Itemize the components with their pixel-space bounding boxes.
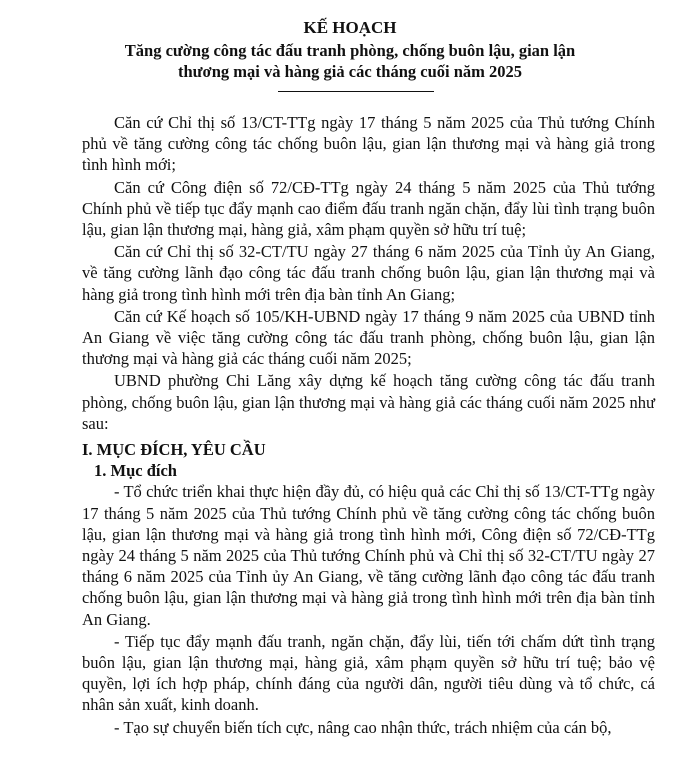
- document-subtitle: [40, 40, 660, 82]
- document-body: [82, 112, 655, 738]
- preamble-paragraph: Căn cứ Chỉ thị số 32-CT/TU ngày 27 tháng 6 năm 2025 của Tỉnh ủy An Giang, về tăng cường lãnh đạo công tác đấu tranh chống buôn lậu, gian lận thương mại và hàng giả trong tình hình mới trên địa bàn tỉnh An Giang;: [82, 242, 655, 304]
- preamble-paragraph: Căn cứ Kế hoạch số 105/KH-UBND ngày 17 tháng 9 năm 2025 của UBND tỉnh An Giang về việc tăng cường công tác đấu tranh phòng, chống buôn lậu, gian lận thương mại và hàng giả các tháng cuối năm 2025;: [82, 306, 655, 369]
- document-title: KẾ HOẠCH: [303, 18, 397, 37]
- subsection-heading: 1. Mục đích: [94, 461, 177, 481]
- title-divider: [278, 91, 434, 92]
- bullet-paragraph: - Tạo sự chuyển biến tích cực, nâng cao nhận thức, trách nhiệm của cán bộ,: [114, 717, 612, 737]
- subtitle-line-1: Tăng cường công tác đấu tranh phòng, chống buôn lậu, gian lận: [124, 41, 576, 60]
- preamble-paragraph: Căn cứ Chỉ thị số 13/CT-TTg ngày 17 tháng 5 năm 2025 của Thủ tướng Chính phủ về tăng cường công tác chống buôn lậu, gian lận thương mại và hàng giả trong tình hình mới;: [82, 113, 655, 175]
- bullet-paragraph: - Tổ chức triển khai thực hiện đầy đủ, có hiệu quả các Chỉ thị số 13/CT-TTg ngày 17 tháng 5 năm 2025 của Thủ tướng Chính phủ về tăng cường công tác chống buôn lậu, gian lận thương mại và hàng giả trong tình hình mới, Công điện số 72/CĐ-TTg ngày 24 tháng 5 năm 2025 của Thủ tướng Chính phủ và Chỉ thị số 32-CT/TU ngày 27 tháng 6 năm 2025 của Tỉnh ủy An Giang, về tăng cường lãnh đạo công tác đấu tranh chống buôn lậu, gian lận thương mại và hàng giả trong tình hình mới trên địa bàn tỉnh An Giang.: [82, 482, 655, 629]
- section-heading: I. MỤC ĐÍCH, YÊU CẦU: [82, 440, 266, 460]
- subtitle-line-2: thương mại và hàng giả các tháng cuối năm 2025: [177, 62, 523, 81]
- preamble-paragraph: UBND phường Chi Lăng xây dựng kế hoạch tăng cường công tác đấu tranh phòng, chống buôn lậu, gian lận thương mại và hàng giả các tháng cuối năm 2025 như sau:: [82, 371, 655, 433]
- bullet-paragraph: - Tiếp tục đẩy mạnh đấu tranh, ngăn chặn, đẩy lùi, tiến tới chấm dứt tình trạng buôn lậu, gian lận thương mại, hàng giả, xâm phạm quyền sở hữu trí tuệ; bảo vệ quyền, lợi ích hợp pháp, chính đáng của người dân, người tiêu dùng và tổ chức, cá nhân sản xuất, kinh doanh.: [82, 631, 655, 715]
- preamble-paragraph: Căn cứ Công điện số 72/CĐ-TTg ngày 24 tháng 5 năm 2025 của Thủ tướng Chính phủ về tiếp tục đẩy mạnh cao điểm đấu tranh ngăn chặn, đẩy lùi tình trạng buôn lậu, gian lận thương mại, hàng giả, xâm phạm quyền sở hữu trí tuệ;: [82, 177, 655, 240]
